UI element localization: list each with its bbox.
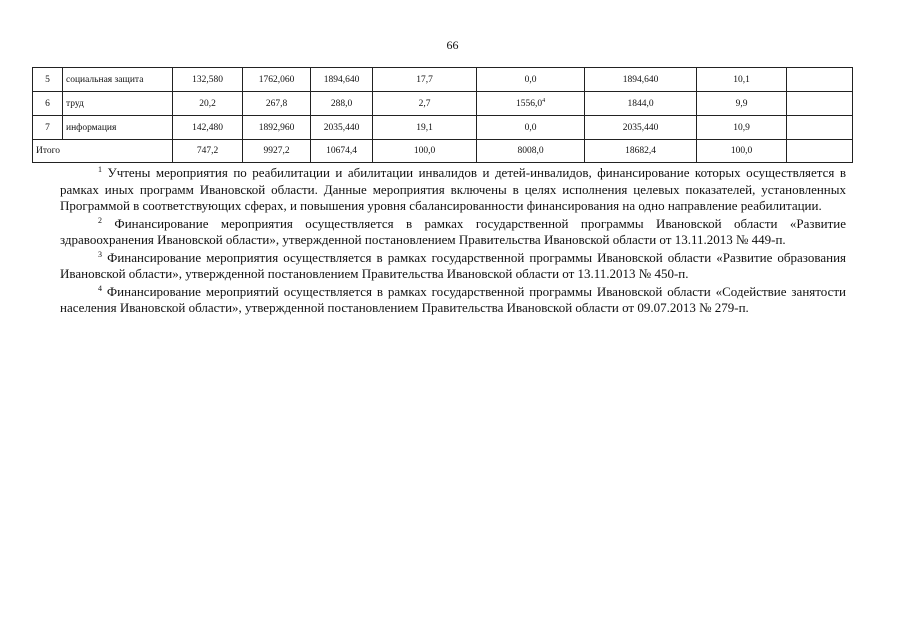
cell-value: 1844,0 — [585, 92, 697, 116]
footnote-text: Финансирование мероприятия осуществляется в рамках государственной программы Ивановской области «Развитие здравоохранения Ивановской области», утвержденной постановлением Правительства Ивановской области от 13.11.2013 № 449-п. — [60, 215, 847, 247]
cell-value: 9,9 — [697, 92, 787, 116]
cell-value: 1762,060 — [243, 68, 311, 92]
cell-value-with-note — [477, 92, 585, 116]
footnote-mark: 1 — [98, 165, 102, 174]
cell-value: 2035,440 — [585, 116, 697, 140]
cell-value: 2,7 — [373, 92, 477, 116]
cell-value: 0,0 — [524, 122, 537, 133]
cell-value: 10,9 — [697, 116, 787, 140]
cell-value: 18682,4 — [585, 140, 697, 163]
cell-value: 10674,4 — [311, 140, 373, 163]
cell-value: 1556,0 — [515, 98, 543, 109]
total-row — [33, 140, 853, 163]
cell-value-with-note — [477, 68, 585, 92]
cell-value: 288,0 — [311, 92, 373, 116]
page-number: 66 — [446, 38, 459, 52]
footnote-mark: 3 — [98, 249, 102, 259]
cell-value: 2035,440 — [311, 116, 373, 140]
total-label: Итого — [33, 140, 173, 163]
cell-value: 19,1 — [373, 116, 477, 140]
cell-value: 0,0 — [524, 74, 537, 85]
cell-value: 8008,0 — [477, 140, 585, 163]
cell-value-with-note — [477, 116, 585, 140]
table-row — [33, 92, 853, 116]
table-row — [33, 68, 853, 92]
footnote-mark: 4 — [98, 283, 102, 293]
data-table — [32, 67, 853, 163]
cell-value: 1894,640 — [311, 68, 373, 92]
cell-value: 747,2 — [173, 140, 243, 163]
footnote-text: Финансирование мероприятий осуществляется в рамках государственной программы Ивановской области «Содействие занятости населения Ивановской области», утвержденной постановлением Правительства Ивановской области от 09.07.2013 № 279-п. — [60, 283, 846, 315]
row-name: труд — [63, 92, 173, 116]
cell-empty — [787, 92, 853, 116]
footnote-text: Учтены мероприятия по реабилитации и абилитации инвалидов и детей-инвалидов, финансирование которых осуществляется в рамках иных программ Ивановской области. Данные мероприятия включены в целях исполнения целевых показателей, установленных Программой в соответствующих сферах, и повышения уровня сбалансированности финансирования на одно направление реабилитации. — [60, 165, 847, 213]
cell-value: 9927,2 — [243, 140, 311, 163]
footnotes — [60, 165, 846, 318]
cell-empty — [787, 68, 853, 92]
footnote-mark: 2 — [98, 215, 102, 225]
cell-value: 142,480 — [173, 116, 243, 140]
footnote-ref: 4 — [542, 97, 546, 104]
cell-value: 132,580 — [173, 68, 243, 92]
row-name: социальная защита — [63, 68, 173, 92]
footnote-text: Финансирование мероприятия осуществляется в рамках государственной программы Ивановской области «Развитие образования Ивановской области», утвержденной постановлением Правительства Ивановской области от 13.11.2013 № 450-п. — [60, 249, 846, 281]
cell-value: 20,2 — [173, 92, 243, 116]
footnote — [60, 250, 846, 283]
footnote — [60, 284, 846, 317]
cell-empty — [787, 140, 853, 163]
cell-value: 267,8 — [243, 92, 311, 116]
cell-value: 1892,960 — [243, 116, 311, 140]
cell-value: 17,7 — [373, 68, 477, 92]
row-number: 6 — [33, 92, 63, 116]
footnote — [60, 165, 846, 215]
row-name: информация — [63, 116, 173, 140]
cell-value: 100,0 — [697, 140, 787, 163]
footnote — [60, 216, 846, 249]
cell-value: 10,1 — [697, 68, 787, 92]
cell-value: 100,0 — [373, 140, 477, 163]
cell-value: 1894,640 — [585, 68, 697, 92]
row-number: 5 — [33, 68, 63, 92]
cell-empty — [787, 116, 853, 140]
row-number: 7 — [33, 116, 63, 140]
table-row — [33, 116, 853, 140]
